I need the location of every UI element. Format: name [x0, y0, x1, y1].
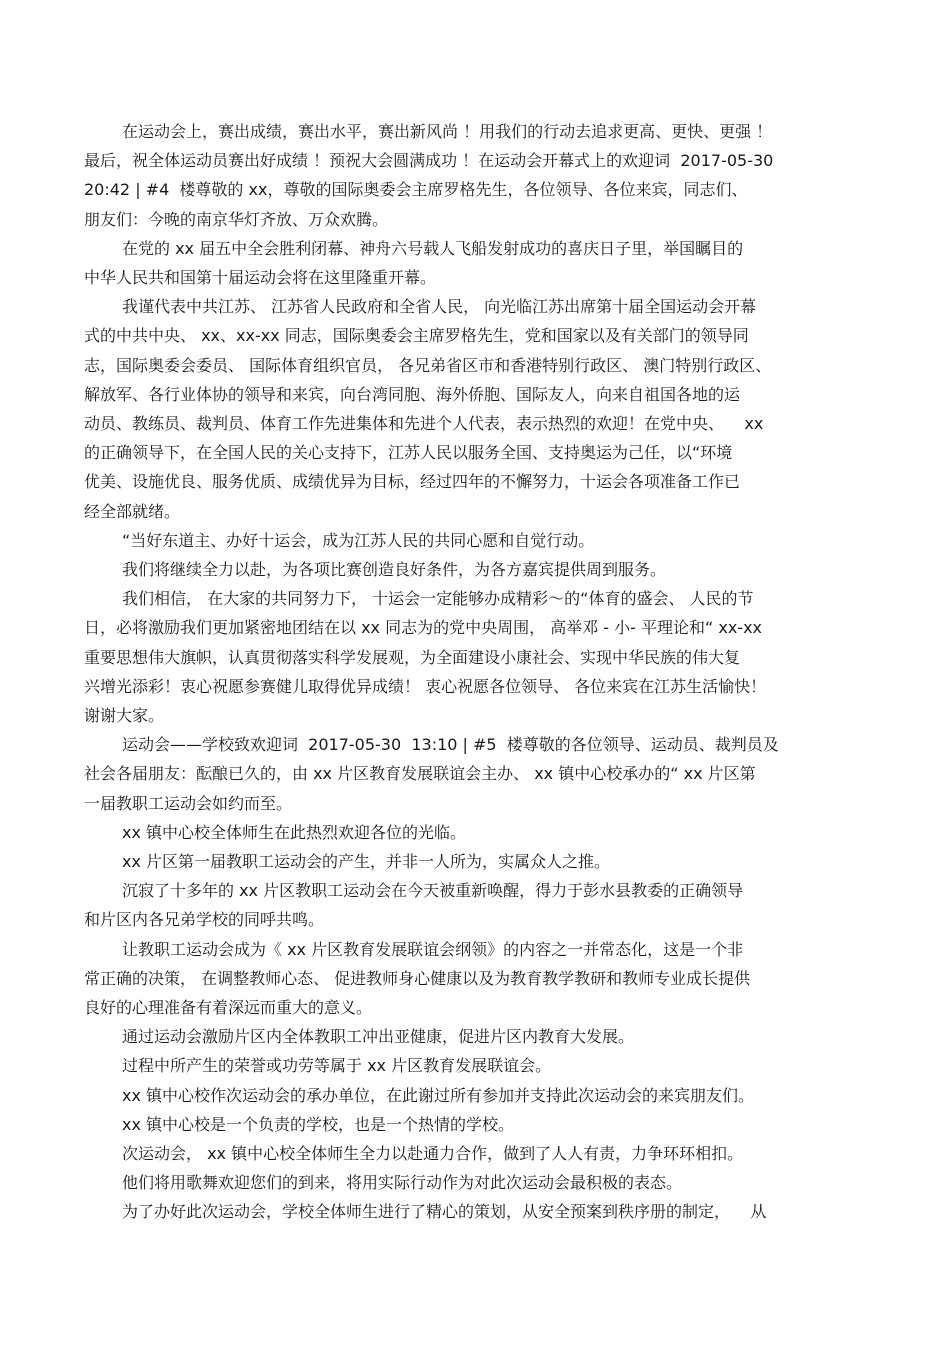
text-line: 常正确的决策， 在调整教师心态、 促进教师身心健康以及为教育教学教研和教师专业成长提供 — [84, 969, 751, 988]
text-line: 次运动会， xx 镇中心校全体师生全力以赴通力合作，做到了人人有责，力争环环相扣。 — [122, 1144, 744, 1163]
text-line: 重要思想伟大旗帜，认真贯彻落实科学发展观，为全面建设小康社会、实现中华民族的伟大复 — [84, 648, 741, 667]
text-line: 沉寂了十多年的 xx 片区教职工运动会在今天被重新唤醒，得力于彭水县教委的正确领导 — [122, 881, 744, 900]
text-line: 谢谢大家。 — [84, 706, 165, 725]
text-line: 我们相信， 在大家的共同努力下， 十运会一定能够办成精彩～的“体育的盛会、 人民的节 — [122, 589, 754, 608]
text-line: 在运动会上，赛出成绩，赛出水平，赛出新风尚 ！用我们的行动去追求更高、更快、更强 ！ — [122, 122, 773, 141]
text-line: xx 片区第一届教职工运动会的产生，并非一人所为，实属众人之推。 — [122, 852, 611, 871]
text-line: 为了办好此次运动会，学校全体师生进行了精心的策划，从安全预案到秩序册的制定， 从 — [122, 1202, 767, 1221]
text-line: 日，必将激励我们更加紧密地团结在以 xx 同志为的党中央周围， 高举邓 - 小- 平理论和“ xx-xx — [84, 618, 763, 637]
text-line: xx 镇中心校全体师生在此热烈欢迎各位的光临。 — [122, 823, 467, 842]
text-line: “当好东道主、办好十运会，成为江苏人民的共同心愿和自觉行动。 — [122, 531, 595, 550]
text-line: 他们将用歌舞欢迎您们的到来，将用实际行动作为对此次运动会最积极的表态。 — [122, 1173, 683, 1192]
text-line: 在党的 xx 届五中全会胜利闭幕、神舟六号载人飞船发射成功的喜庆日子里，举国瞩目的 — [122, 239, 744, 258]
text-line: 社会各届朋友：酝酿已久的，由 xx 片区教育发展联谊会主办、 xx 镇中心校承办的“ xx 片区第 — [84, 764, 756, 783]
text-line: 我谨代表中共江苏、 江苏省人民政府和全省人民， 向光临江苏出席第十届全国运动会开幕 — [122, 297, 757, 316]
text-line: 我们将继续全力以赴，为各项比赛创造良好条件，为各方嘉宾提供周到服务。 — [122, 560, 667, 579]
text-line: 优美、设施优良、服务优质、成绩优异为目标，经过四年的不懈努力，十运会各项准备工作已 — [84, 472, 741, 491]
text-line: 过程中所产生的荣誉或功劳等属于 xx 片区教育发展联谊会。 — [122, 1056, 552, 1075]
text-line: 志，国际奥委会委员、 国际体育组织官员， 各兄弟省区市和香港特别行政区、 澳门特别行政区、 — [84, 356, 772, 375]
text-line: 最后，祝全体运动员赛出好成绩 ！预祝大会圆满成功 ！在运动会开幕式上的欢迎词 2017-05-30 — [84, 151, 774, 170]
text-line: 兴增光添彩！衷心祝愿参赛健儿取得优异成绩！ 衷心祝愿各位领导、 各位来宾在江苏生活愉快！ — [84, 677, 767, 696]
text-line: 朋友们：今晚的南京华灯齐放、万众欢腾。 — [84, 210, 389, 229]
text-line: 和片区内各兄弟学校的同呼共鸣。 — [84, 910, 325, 929]
text-line: xx 镇中心校作次运动会的承办单位，在此谢过所有参加并支持此次运动会的来宾朋友们。 — [122, 1086, 755, 1105]
text-line: 动员、教练员、裁判员、体育工作先进集体和先进个人代表，表示热烈的欢迎！在党中央、 xx — [84, 414, 764, 433]
text-line: 解放军、各行业体协的领导和来宾，向台湾同胞、海外侨胞、国际友人，向来自祖国各地的运 — [84, 385, 741, 404]
text-line: 20:42 | #4 楼尊敬的 xx，尊敬的国际奥委会主席罗格先生，各位领导、各位来宾，同志们、 — [84, 180, 748, 199]
text-line: 运动会——学校致欢迎词 2017-05-30 13:10 | #5 楼尊敬的各位领导、运动员、裁判员及 — [122, 735, 779, 754]
text-line: 一届教职工运动会如约而至。 — [84, 794, 293, 813]
text-line: 中华人民共和国第十届运动会将在这里隆重开幕。 — [84, 268, 437, 287]
text-line: 通过运动会激励片区内全体教职工冲出亚健康，促进片区内教育大发展。 — [122, 1027, 635, 1046]
text-line: 经全部就绪。 — [84, 502, 181, 521]
text-line: 的正确领导下，在全国人民的关心支持下，江苏人民以服务全国、支持奥运为己任，以“环境 — [84, 443, 733, 462]
text-line: 让教职工运动会成为《 xx 片区教育发展联谊会纲领》的内容之一并常态化，这是一个非 — [122, 940, 744, 959]
text-line: xx 镇中心校是一个负责的学校，也是一个热情的学校。 — [122, 1115, 515, 1134]
text-line: 良好的心理准备有着深远而重大的意义。 — [84, 998, 373, 1017]
text-line: 式的中共中央、 xx、xx-xx 同志，国际奥委会主席罗格先生，党和国家以及有关部门的领导同 — [84, 326, 749, 345]
